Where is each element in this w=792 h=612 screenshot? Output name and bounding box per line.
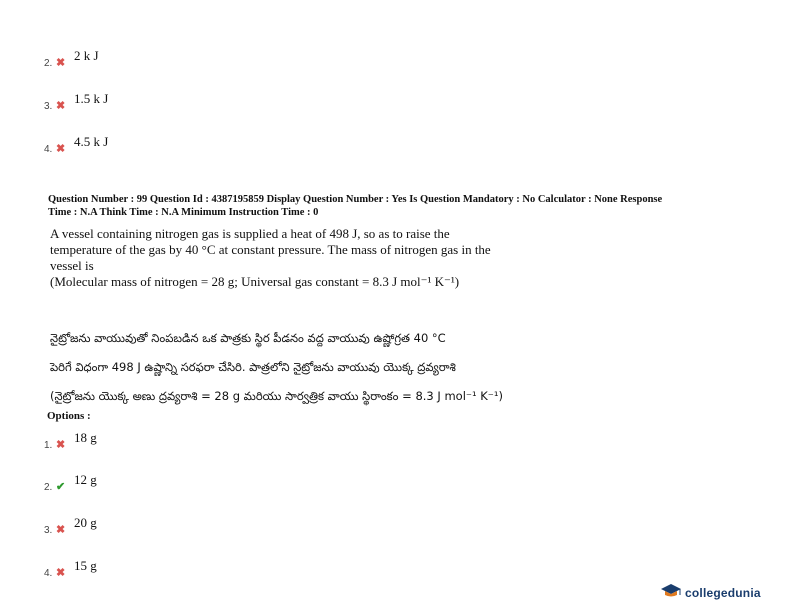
cross-icon: ✖: [56, 439, 66, 451]
check-icon: ✔: [56, 481, 66, 493]
option-value: 15 g: [74, 558, 97, 573]
cross-icon: ✖: [56, 57, 66, 69]
option-value: 4.5 k J: [74, 134, 109, 149]
option-number: 4.: [44, 144, 53, 155]
prev-option-2: [44, 48, 99, 69]
option-number: 2.: [44, 482, 53, 493]
option-number: 3.: [44, 525, 53, 536]
option-value: 20 g: [74, 515, 97, 530]
question-meta-line-2: Time : N.A Think Time : N.A Minimum Instruction Time : 0: [48, 207, 319, 218]
option-2: [44, 472, 97, 493]
option-value: 1.5 k J: [74, 91, 109, 106]
option-value: 2 k J: [74, 48, 99, 63]
question-en-line-2: temperature of the gas by 40 °C at constant pressure. The mass of nitrogen gas in the: [50, 242, 491, 257]
logo-brand-text: collegedunia: [685, 585, 761, 600]
cross-icon: ✖: [56, 524, 66, 536]
question-text-telugu: [50, 324, 590, 411]
question-te-line-3: (నైట్రోజను యొక్క అణు ద్రవ్యరాశి = 28 g మరియు సార్వత్రిక వాయు స్థిరాంకం = 8.3 J mol⁻¹ K⁻¹): [50, 389, 503, 403]
option-1: [44, 430, 97, 451]
option-4: [44, 558, 97, 579]
option-value: 18 g: [74, 430, 97, 445]
option-value: 12 g: [74, 472, 97, 487]
question-en-line-3: vessel is: [50, 258, 94, 273]
question-en-line-4: (Molecular mass of nitrogen = 28 g; Universal gas constant = 8.3 J mol⁻¹ K⁻¹): [50, 274, 460, 289]
option-3: [44, 515, 97, 536]
question-meta-line-1: Question Number : 99 Question Id : 4387195859 Display Question Number : Yes Is Question Mandatory : No Calculator : None Response: [48, 194, 663, 205]
cross-icon: ✖: [56, 143, 66, 155]
cross-icon: ✖: [56, 567, 66, 579]
option-number: 3.: [44, 101, 53, 112]
question-te-line-1: నైట్రోజను వాయువుతో నింపబడిన ఒక పాత్రకు స్థిర పీడనం వద్ద వాయువు ఉష్ణోగ్రత 40 °C: [50, 331, 446, 345]
question-meta: [48, 193, 768, 219]
options-heading: Options :: [47, 410, 91, 422]
collegedunia-logo: [660, 583, 761, 602]
option-number: 2.: [44, 58, 53, 69]
question-en-line-1: A vessel containing nitrogen gas is supplied a heat of 498 J, so as to raise the: [50, 226, 450, 241]
cross-icon: ✖: [56, 100, 66, 112]
graduation-cap-icon: [660, 583, 682, 602]
question-te-line-2: పెరిగే విధంగా 498 J ఉష్ణాన్ని సరఫరా చేసిరి. పాత్రలోని నైట్రోజను వాయువు యొక్క ద్రవ్యరాశి: [50, 360, 456, 374]
option-number: 1.: [44, 440, 53, 451]
prev-option-4: [44, 134, 108, 155]
option-number: 4.: [44, 568, 53, 579]
question-text-english: [50, 226, 580, 290]
prev-option-3: [44, 91, 108, 112]
